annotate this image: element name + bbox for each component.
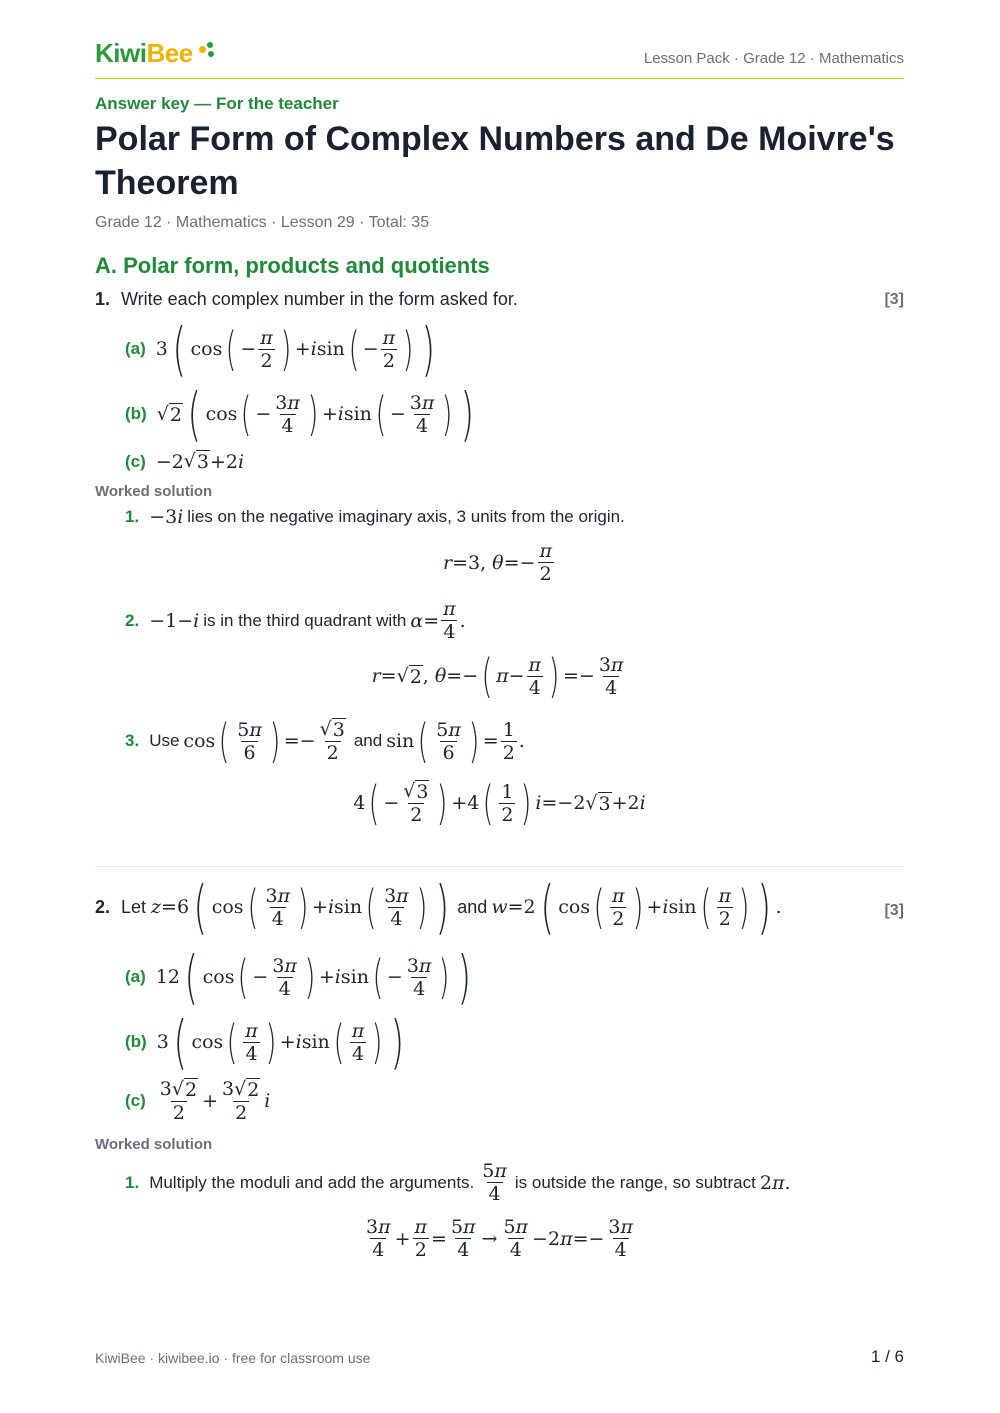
solution-step-1: 1. Multiply the moduli and add the arguments. $\frac{5\pi}{4}$ is outside the range, so subtract 2 π .	[125, 1160, 791, 1205]
math-expression: √ 2 ( cos ( − $\frac{3\pi}{4}$ ) + i sin ( − $\frac{3\pi}{4}$ ) )	[156, 380, 475, 448]
question-2: 2. Let z =6 ( cos ( $\frac{3\pi}{4}$ ) + i sin ( $\frac{3\pi}{4}$ ) ) and w =2 ( cos ( $\frac{\pi}{2}$ ) + i sin ( $\frac{\pi}{2}$ ) ) .	[95, 873, 782, 941]
page-header	[95, 38, 904, 79]
display-equation: r =3, θ =− $\frac{\pi}{2}$	[443, 540, 552, 585]
page-title: Polar Form of Complex Numbers and De Moivre's Theorem	[95, 120, 895, 202]
answer-option-b: (b) 3 ( cos ( $\frac{\pi}{4}$ ) + i sin ( $\frac{\pi}{4}$ ) )	[125, 1008, 405, 1076]
lesson-meta: Grade 12 · Mathematics · Lesson 29 · Total: 35	[95, 214, 430, 231]
worked-solution-label: Worked solution	[95, 483, 213, 500]
display-equation: r = √ 2 , θ =− ( π − $\frac{\pi}{4}$ ) =− $\frac{3\pi}{4}$	[371, 649, 624, 703]
answer-option-a: (a) 3 ( cos ( − $\frac{\pi}{2}$ ) + i sin ( − $\frac{\pi}{2}$ ) )	[125, 320, 440, 378]
solution-step-1: 1. −3 i lies on the negative imaginary axis, 3 units from the origin.	[125, 506, 625, 528]
marks-badge: [3]	[884, 291, 904, 308]
footer-credit: KiwiBee · kiwibee.io · free for classroom use	[95, 1350, 371, 1366]
math-expression: −2 √ 3 +2 i	[155, 450, 245, 473]
question-1	[95, 289, 518, 310]
display-equation: $\frac{3\pi}{4}$ + $\frac{\pi}{2}$ = $\frac{5\pi}{4}$ → $\frac{5\pi}{4}$ −2 π =− $\frac{3\pi}{4}$	[366, 1216, 633, 1261]
solution-step-2: 2. −1− i is in the third quadrant with α = $\frac{\pi}{4}$ .	[125, 598, 466, 643]
math-expression: 3 ( cos ( − $\frac{\pi}{2}$ ) + i sin ( − $\frac{\pi}{2}$ ) )	[155, 315, 436, 383]
answer-option-b: (b) √ 2 ( cos ( − $\frac{3\pi}{4}$ ) + i sin ( − $\frac{3\pi}{4}$ ) )	[125, 385, 479, 443]
question-divider	[95, 866, 904, 867]
answer-option-c: (c) 3√ 2 2 + 3√ 2 2 i	[125, 1078, 271, 1124]
worked-solution-label: Worked solution	[95, 1136, 213, 1153]
question-text: Write each complex number in the form asked for.	[121, 289, 518, 309]
answer-key-kicker: Answer key — For the teacher	[95, 94, 339, 113]
bee-dots-icon	[199, 42, 219, 62]
page-footer	[95, 1347, 904, 1366]
answer-option-a: (a) 12 ( cos ( − $\frac{3\pi}{4}$ ) + i sin ( − $\frac{3\pi}{4}$ ) )	[125, 943, 472, 1011]
header-breadcrumb: Lesson Pack · Grade 12 · Mathematics	[643, 50, 904, 67]
marks-badge: [3]	[884, 902, 904, 919]
display-equation: 4 ( − √ 3 2 ) +4 ( $\frac{1}{2}$ ) i =−2 √ 3 +2 i	[353, 776, 646, 830]
brand-logo: KiwiBee	[95, 38, 193, 68]
answer-option-c: (c) −2 √ 3 +2 i	[125, 450, 245, 473]
page-number: 1 / 6	[870, 1347, 904, 1366]
section-heading-a: A. Polar form, products and quotients	[95, 253, 490, 278]
question-number: 2.	[95, 896, 111, 917]
question-number: 1.	[95, 289, 111, 309]
solution-step-3: 3. Use cos ( $\frac{5\pi}{6}$ ) =− √ 3 2 and sin ( $\frac{5\pi}{6}$ ) = $\frac{1}{2}$ .	[125, 714, 525, 768]
